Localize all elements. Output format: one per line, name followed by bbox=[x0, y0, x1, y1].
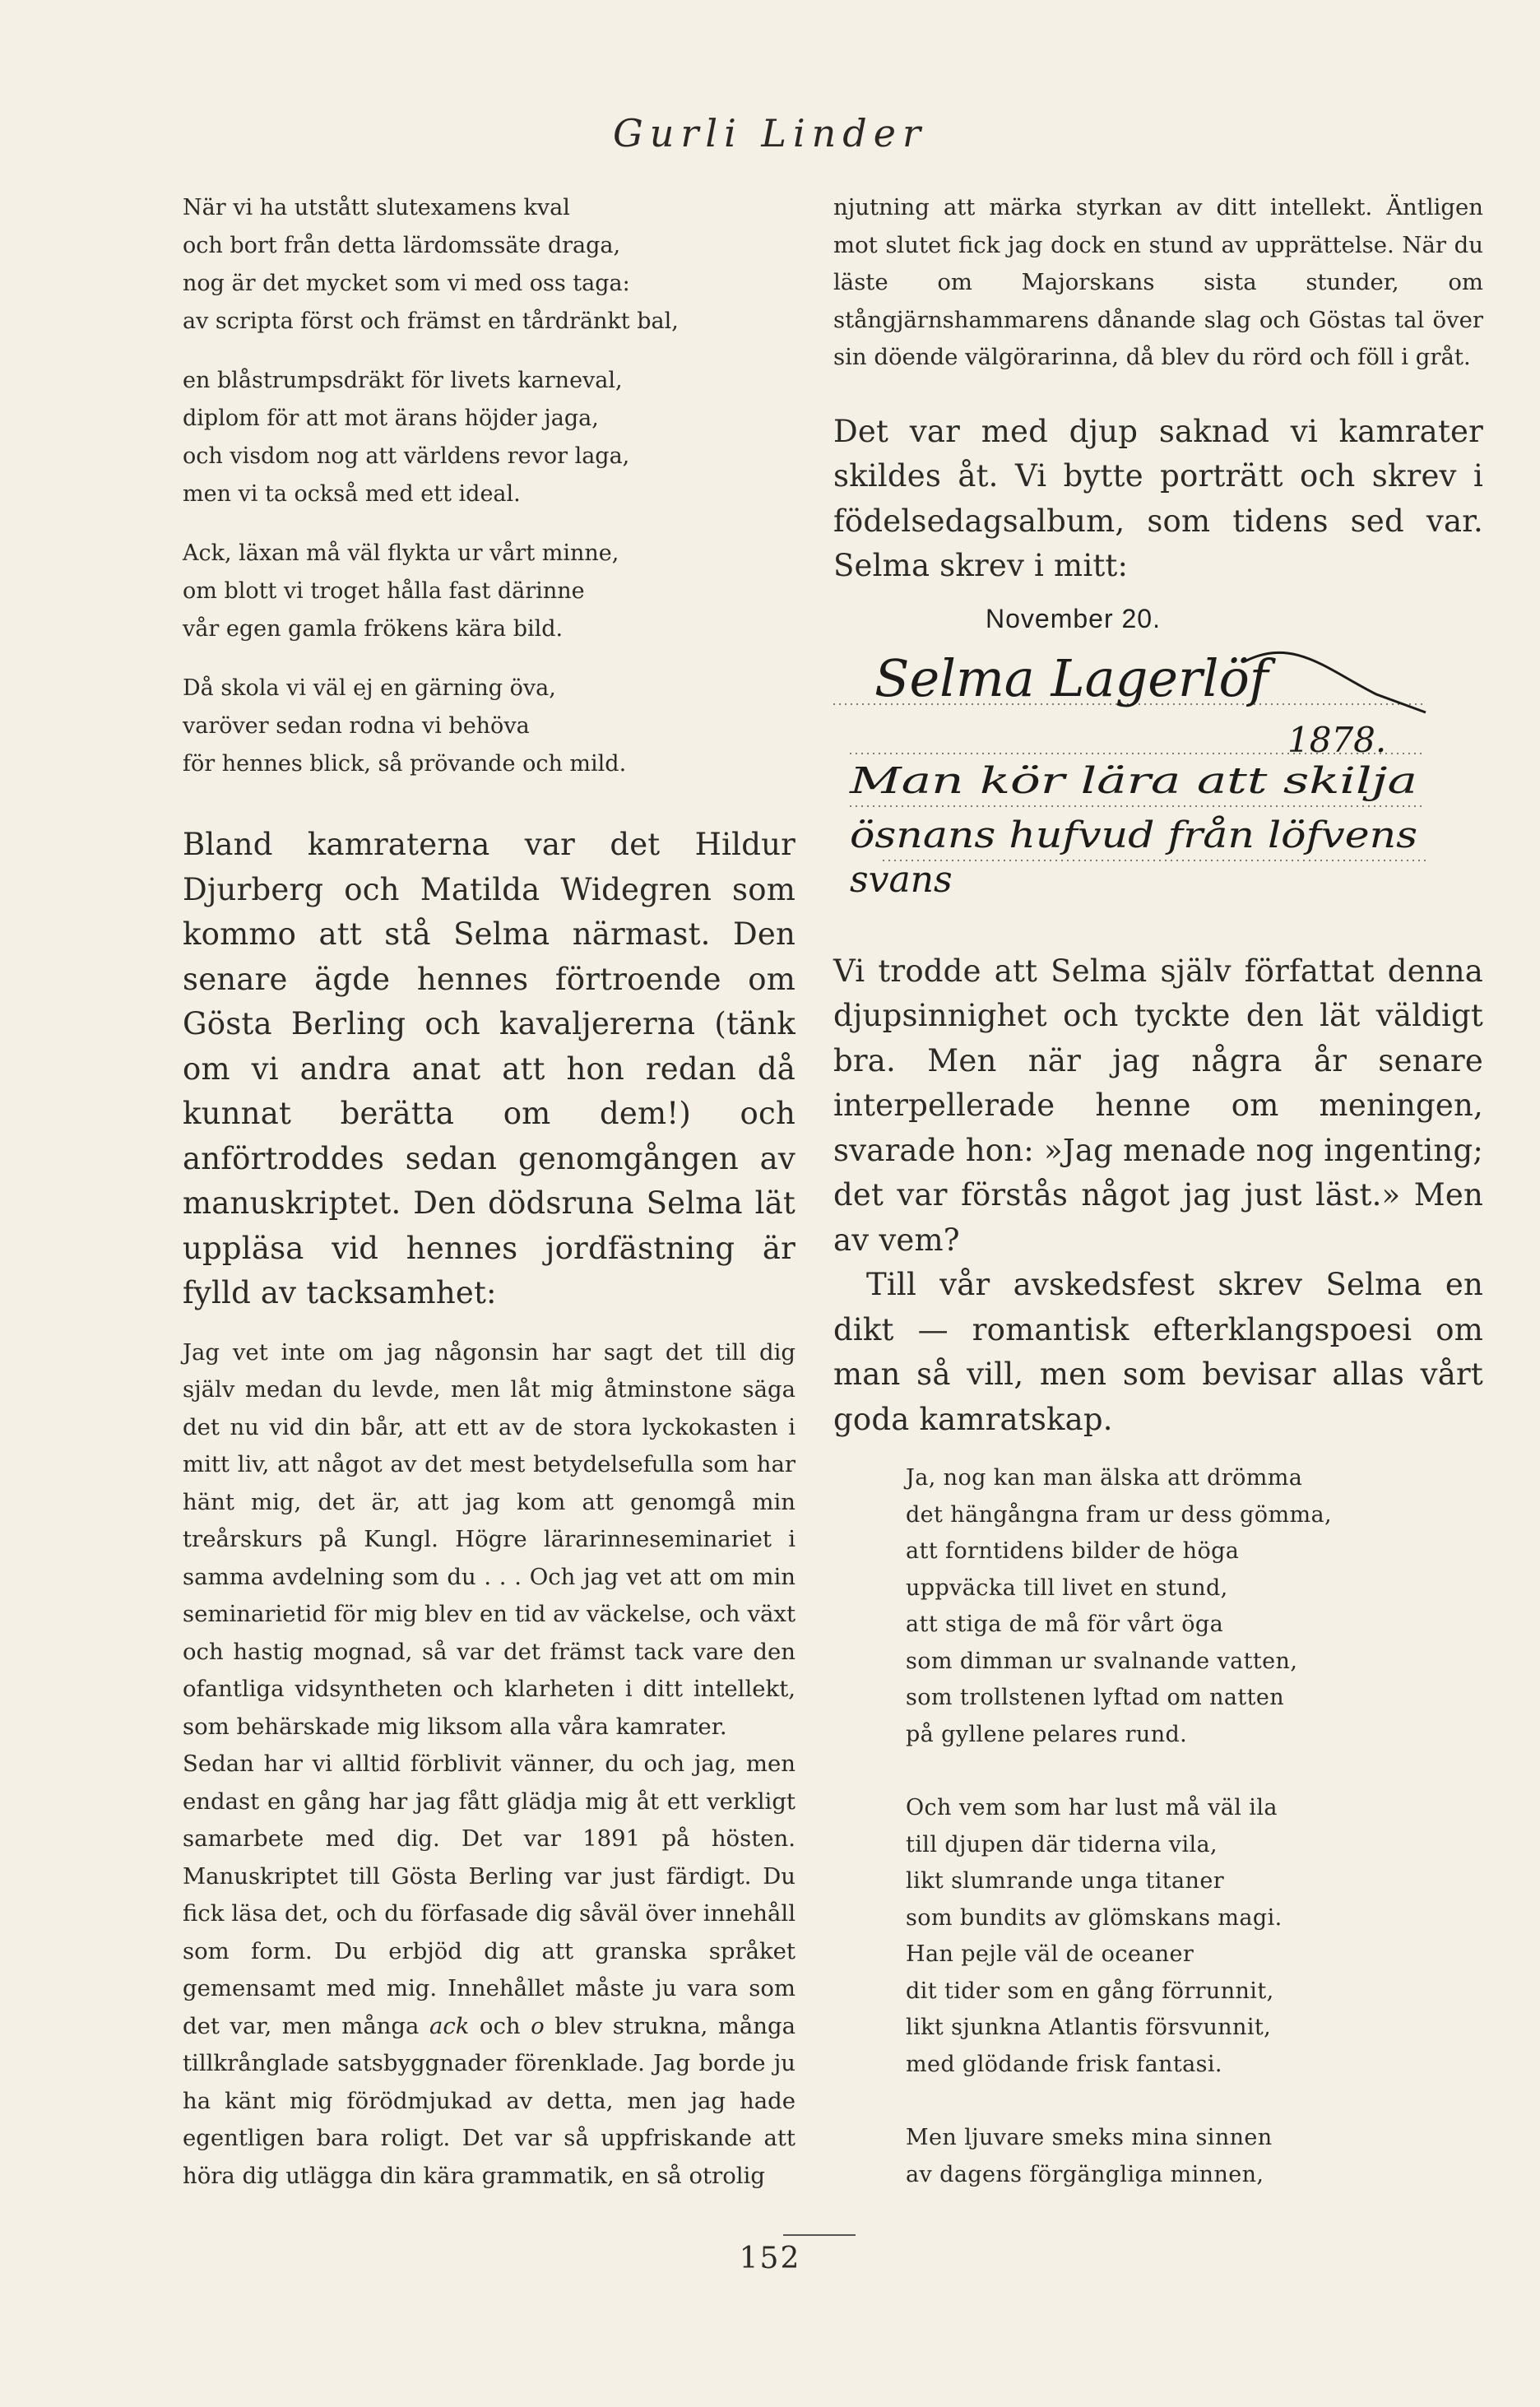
poem-line: på gyllene pelares rund. bbox=[906, 1721, 1188, 1747]
poem-line: och visdom nog att världens revor laga, bbox=[183, 443, 630, 469]
quote-emphasis: ack bbox=[429, 2012, 470, 2039]
paragraph-djupsinnighet: Vi trodde att Selma själv författat denna djupsinnighet och tyckte den lät väldigt bra. Men när jag några år senare interpellerade henne om meningen, svarade hon: »Jag menade nog ingenting; det var förstås något jag just läst.» Men av vem? bbox=[833, 953, 1483, 1258]
poem-line: och bort från detta lärdomssäte draga, bbox=[183, 233, 621, 258]
poem-line: likt sjunkna Atlantis försvunnit, bbox=[906, 2015, 1272, 2040]
poem-stanza bbox=[183, 670, 796, 783]
poem-line: att stiga de må för vårt öga bbox=[906, 1612, 1224, 1637]
signature-text: Selma Lagerlöf bbox=[874, 647, 1269, 708]
poem-stanza bbox=[183, 189, 796, 341]
handwriting-svg bbox=[833, 645, 1483, 916]
poem-right bbox=[833, 1460, 1483, 2193]
quote-text: och bbox=[469, 2012, 531, 2039]
poem-line: Ja, nog kan man älska att drömma bbox=[906, 1465, 1303, 1491]
paragraph-avskedsfest: Till vår avskedsfest skrev Selma en dikt — romantisk efterklangspoesi om man så vill, men som bevisar allas vårt goda kamratskap. bbox=[833, 1267, 1483, 1437]
poem-line: Ack, läxan må väl flykta ur vårt minne, bbox=[183, 540, 619, 566]
poem-line: att forntidens bilder de höga bbox=[906, 1538, 1240, 1564]
signature-flourish bbox=[1245, 652, 1426, 712]
poem-stanza bbox=[833, 1790, 1483, 2083]
poem-line: med glödande frisk fantasi. bbox=[906, 2051, 1222, 2077]
poem-stanza bbox=[183, 535, 796, 648]
poem-line: vår egen gamla frökens kära bild. bbox=[183, 616, 564, 642]
poem-line: Då skola vi väl ej en gärning öva, bbox=[183, 675, 556, 701]
poem-stanza bbox=[833, 2120, 1483, 2193]
poem-line: men vi ta också med ett ideal. bbox=[183, 481, 521, 507]
poem-line: för hennes blick, så prövande och mild. bbox=[183, 751, 627, 777]
poem-line: Men ljuvare smeks mina sinnen bbox=[906, 2125, 1273, 2150]
poem-line: som dimman ur svalnande vatten, bbox=[906, 1648, 1298, 1674]
quote-text: blev strukna, många tillkrånglade satsbyggnader förenklade. Jag borde ju ha känt mig förödmjukad av detta, men jag hade egentligen bara roligt. Det var så uppfriskande att höra dig utlägga din kära grammatik, en så otrolig bbox=[183, 2012, 796, 2189]
album-year: 1878. bbox=[1287, 719, 1387, 760]
poem-line: uppväcka till livet en stund, bbox=[906, 1575, 1228, 1601]
poem-line: om blott vi troget hålla fast därinne bbox=[183, 578, 585, 604]
right-column bbox=[833, 189, 1483, 2230]
poem-line: av scripta först och främst en tårdränkt bal, bbox=[183, 308, 679, 334]
quote-emphasis: o bbox=[531, 2012, 545, 2039]
left-column bbox=[183, 189, 796, 2195]
folio-rule bbox=[783, 2234, 856, 2236]
quote-paragraph: Jag vet inte om jag någonsin har sagt det till dig själv medan du levde, men låt mig åtminstone säga det nu vid din bår, att ett av de stora lyckokasten i mitt liv, att något av det mest betydelsefulla som har hänt mig, det är, att jag kom att genomgå min treårskurs på Kungl. Högre lärarinneseminariet i samma avdelning som du . . . Och jag vet att om min seminarietid för mig blev en tid av väckelse, och växt och hastig mognad, så var det främst tack vare den ofantliga vidsyntheten och klarheten i ditt intellekt, som behärskade mig liksom alla våra kamrater. bbox=[183, 1338, 796, 1740]
poem-stanza bbox=[833, 1460, 1483, 1753]
poem-line: När vi ha utstått slutexamens kval bbox=[183, 195, 570, 220]
motto-line: ösnans hufvud från löfvens bbox=[850, 814, 1417, 856]
running-title: Gurli Linder bbox=[613, 111, 927, 155]
poem-line: det hängångna fram ur dess gömma, bbox=[906, 1501, 1332, 1528]
poem-stanza bbox=[183, 362, 796, 513]
poem-line: likt slumrande unga titaner bbox=[906, 1868, 1225, 1894]
quote-paragraph: njutning att märka styrkan av ditt intellekt. Äntligen mot slutet fick jag dock en stund av upprättelse. När du läste om Majorskans sista stunder, om stångjärnshammarens dånande slag och Göstas tal över sin döende välgörarinna, då blev du rörd och föll i gråt. bbox=[833, 194, 1483, 370]
quote-text: Sedan har vi alltid förblivit vänner, du och jag, men endast en gång har jag fått glädja mig åt ett verkligt samarbete med dig. Det var 1891 på hösten. Manuskriptet till Gösta Berling var just färdigt. Du fick läsa det, och du förfasade dig såväl över innehåll som form. Du erbjöd dig att granska språket gemensamt med mig. Innehållet måste ju vara som det var, men många bbox=[183, 1751, 796, 2039]
poem-line: till djupen där tiderna vila, bbox=[906, 1831, 1218, 1857]
poem-line: som trollstenen lyftad om natten bbox=[906, 1685, 1285, 1710]
quote-paragraph bbox=[183, 1746, 796, 2195]
album-date: November 20. bbox=[986, 603, 1161, 633]
poem-line: Han pejle väl de oceaner bbox=[906, 1941, 1194, 1967]
page-number: 152 bbox=[739, 2242, 801, 2275]
paragraph-saknad: Det var med djup saknad vi kamrater skildes åt. Vi bytte porträtt och skrev i födelsedagsalbum, som tidens sed var. Selma skrev i mitt: bbox=[833, 413, 1483, 583]
poem-line: av dagens förgängliga minnen, bbox=[906, 2161, 1264, 2187]
poem-line: nog är det mycket som vi med oss taga: bbox=[183, 271, 630, 296]
poem-line: som bundits av glömskans magi. bbox=[906, 1904, 1283, 1931]
poem-left bbox=[183, 189, 796, 783]
poem-line: en blåstrumpsdräkt för livets karneval, bbox=[183, 368, 623, 393]
poem-line: diplom för att mot ärans höjder jaga, bbox=[183, 406, 599, 431]
motto-line: Man kör lära att skilja bbox=[848, 759, 1417, 802]
paragraph-kamraterna: Bland kamraterna var det Hildur Djurberg och Matilda Widegren som kommo att stå Selma närmast. Den senare ägde hennes förtroende om Gösta Berling och kavaljererna (tänk om vi andra anat att hon redan då kunnat berätta om dem!) och anförtroddes sedan genomgången av manuskriptet. Den dödsruna Selma lät uppläsa vid hennes jordfästning är fylld av tacksamhet: bbox=[183, 827, 796, 1310]
poem-line: Och vem som har lust må väl ila bbox=[906, 1795, 1278, 1820]
motto-line: svans bbox=[850, 858, 953, 901]
poem-line: varöver sedan rodna vi behöva bbox=[183, 713, 530, 739]
poem-line: dit tider som en gång förrunnit, bbox=[906, 1978, 1274, 2004]
album-inscription bbox=[833, 604, 1483, 912]
